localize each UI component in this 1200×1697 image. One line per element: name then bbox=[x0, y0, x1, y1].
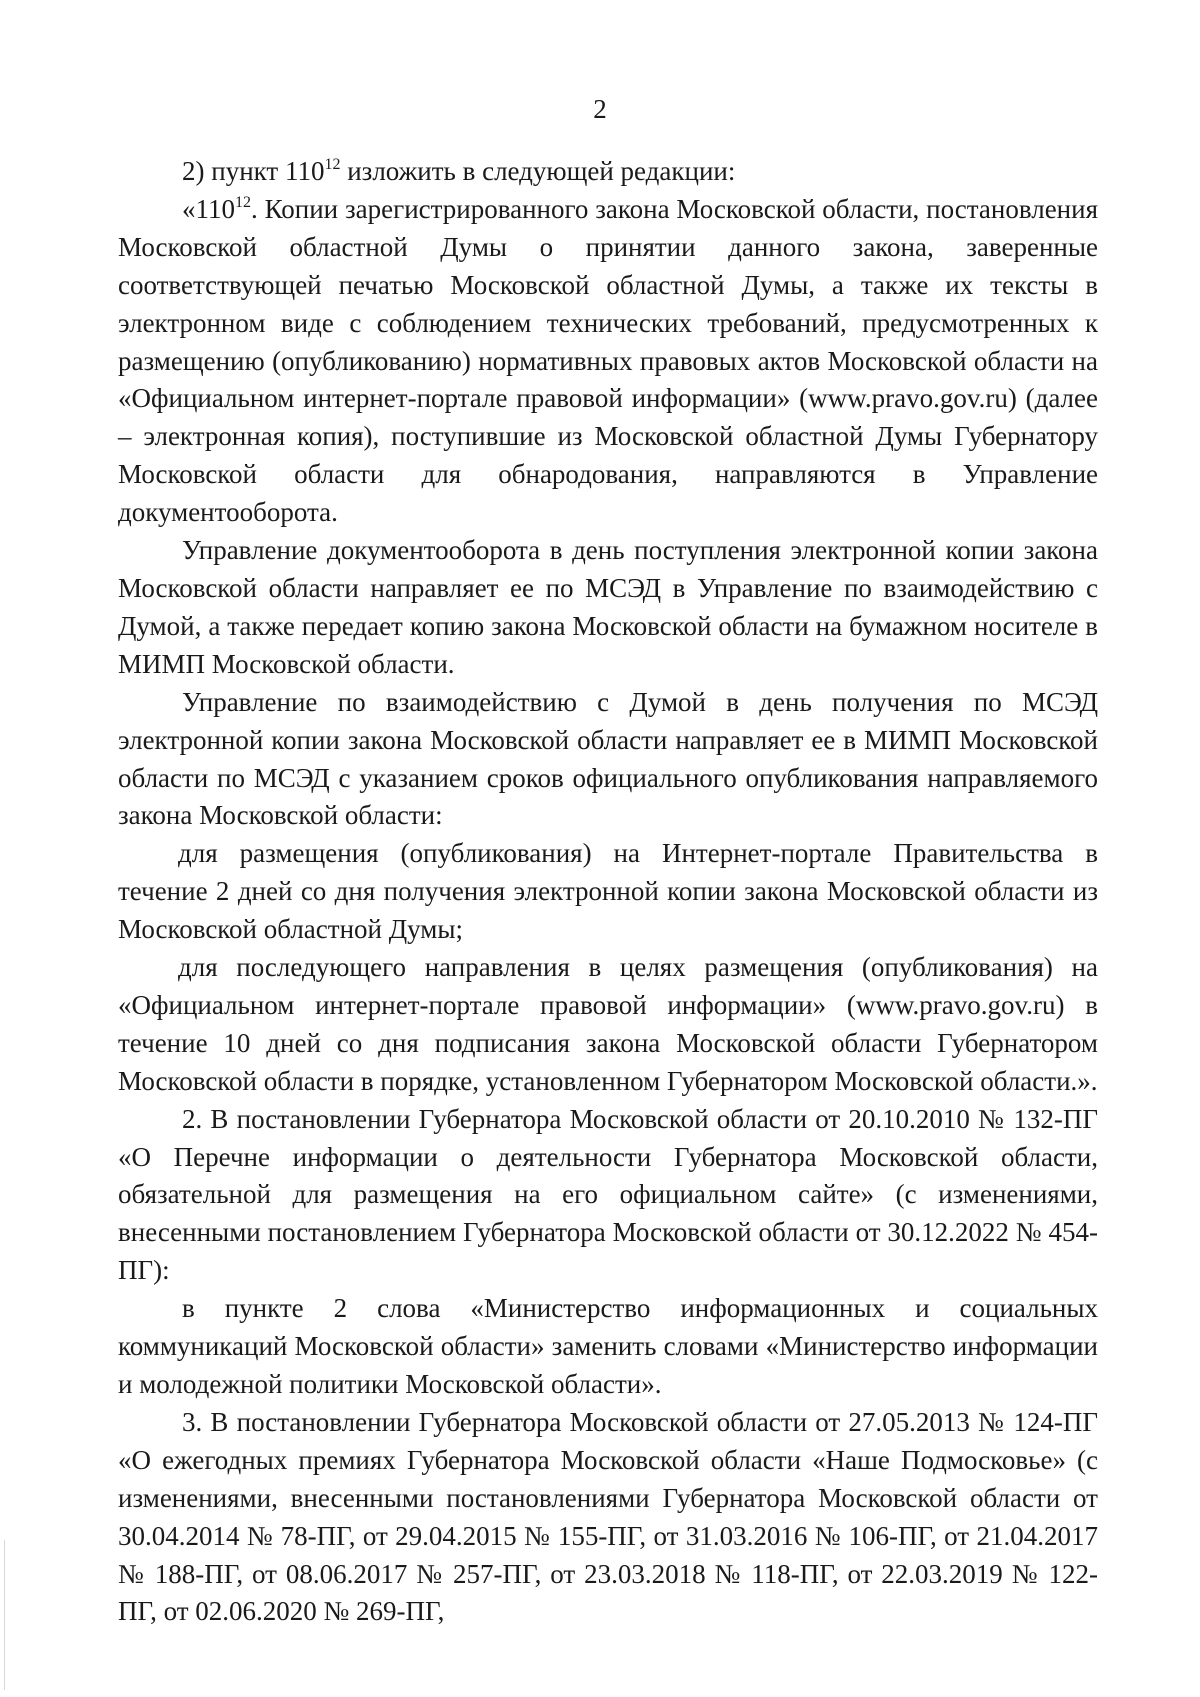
amendment-quote-body: . Копии зарегистрированного закона Московской области, постановления Московской областной Думы о принятии данного закона, заверенные соответствующей печатью Московской областной Думы, а также их тексты в электронном виде с соблюдением технических требований, предусмотренных к размещению (опубликованию) нормативных правовых актов Московской области на «Официальном интернет-портале правовой информации» (www.pravo.gov.ru) (далее – электронная копия), поступившие из Московской областной Думы Губернатору Московской области для обнародования, направляются в Управление документооборота. bbox=[118, 193, 1098, 528]
section-2-change: в пункте 2 слова «Министерство информационных и социальных коммуникаций Московской области» заменить словами «Министерство информации и молодежной политики Московской области». bbox=[118, 1293, 1098, 1399]
amendment-quote-prefix: «110 bbox=[182, 193, 235, 224]
paragraph-legal-portal-publication: для последующего направления в целях размещения (опубликования) на «Официальном интернет-портале правовой информации» (www.pravo.gov.ru) в течение 10 дней со дня подписания закона Московской области Губернатором Московской области в порядке, установленном Губернатором Московской области.». bbox=[118, 952, 1098, 1096]
section-2-intro: 2. В постановлении Губернатора Московской области от 20.10.2010 № 132-ПГ «О Перечне информации о деятельности Губернатора Московской области, обязательной для размещения на его официальном сайте» (с изменениями, внесенными постановлением Губернатора Московской области от 30.12.2022 № 454-ПГ): bbox=[118, 1103, 1098, 1286]
amendment-point-suffix: изложить в следующей редакции: bbox=[340, 156, 736, 186]
paragraph-duma-interaction: Управление по взаимодействию с Думой в день получения по МСЭД электронной копии закона Московской области направляет ее в МИМП Московской области по МСЭД с указанием сроков официального опубликования направляемого закона Московской области: bbox=[118, 686, 1098, 831]
document-body bbox=[118, 153, 1098, 1631]
amendment-point-heading bbox=[118, 153, 1098, 191]
amendment-point-text bbox=[118, 191, 1098, 532]
amendment-quote-superscript: 12 bbox=[235, 193, 251, 211]
amendment-point-prefix: 2) пункт 110 bbox=[182, 156, 325, 186]
amendment-point-superscript: 12 bbox=[324, 156, 341, 173]
paragraph-portal-publication: для размещения (опубликования) на Интернет-портале Правительства в течение 2 дней со дня получения электронной копии закона Московской области из Московской областной Думы; bbox=[118, 838, 1098, 945]
section-3-intro: 3. В постановлении Губернатора Московской области от 27.05.2013 № 124-ПГ «О ежегодных премиях Губернатора Московской области «Наше Подмосковье» (с изменениями, внесенными постановлениями Губернатора Московской области от 30.04.2014 № 78-ПГ, от 29.04.2015 № 155-ПГ, от 31.03.2016 № 106-ПГ, от 21.04.2017 № 188-ПГ, от 08.06.2017 № 257-ПГ, от 23.03.2018 № 118-ПГ, от 22.03.2019 № 122-ПГ, от 02.06.2020 № 269-ПГ, bbox=[118, 1406, 1098, 1627]
paragraph-document-management: Управление документооборота в день поступления электронной копии закона Московской области направляет ее по МСЭД в Управление по взаимодействию с Думой, а также передает копию закона Московской области на бумажном носителе в МИМП Московской области. bbox=[118, 535, 1098, 679]
page-number: 2 bbox=[593, 94, 607, 124]
scan-edge-line bbox=[4, 1540, 5, 1690]
